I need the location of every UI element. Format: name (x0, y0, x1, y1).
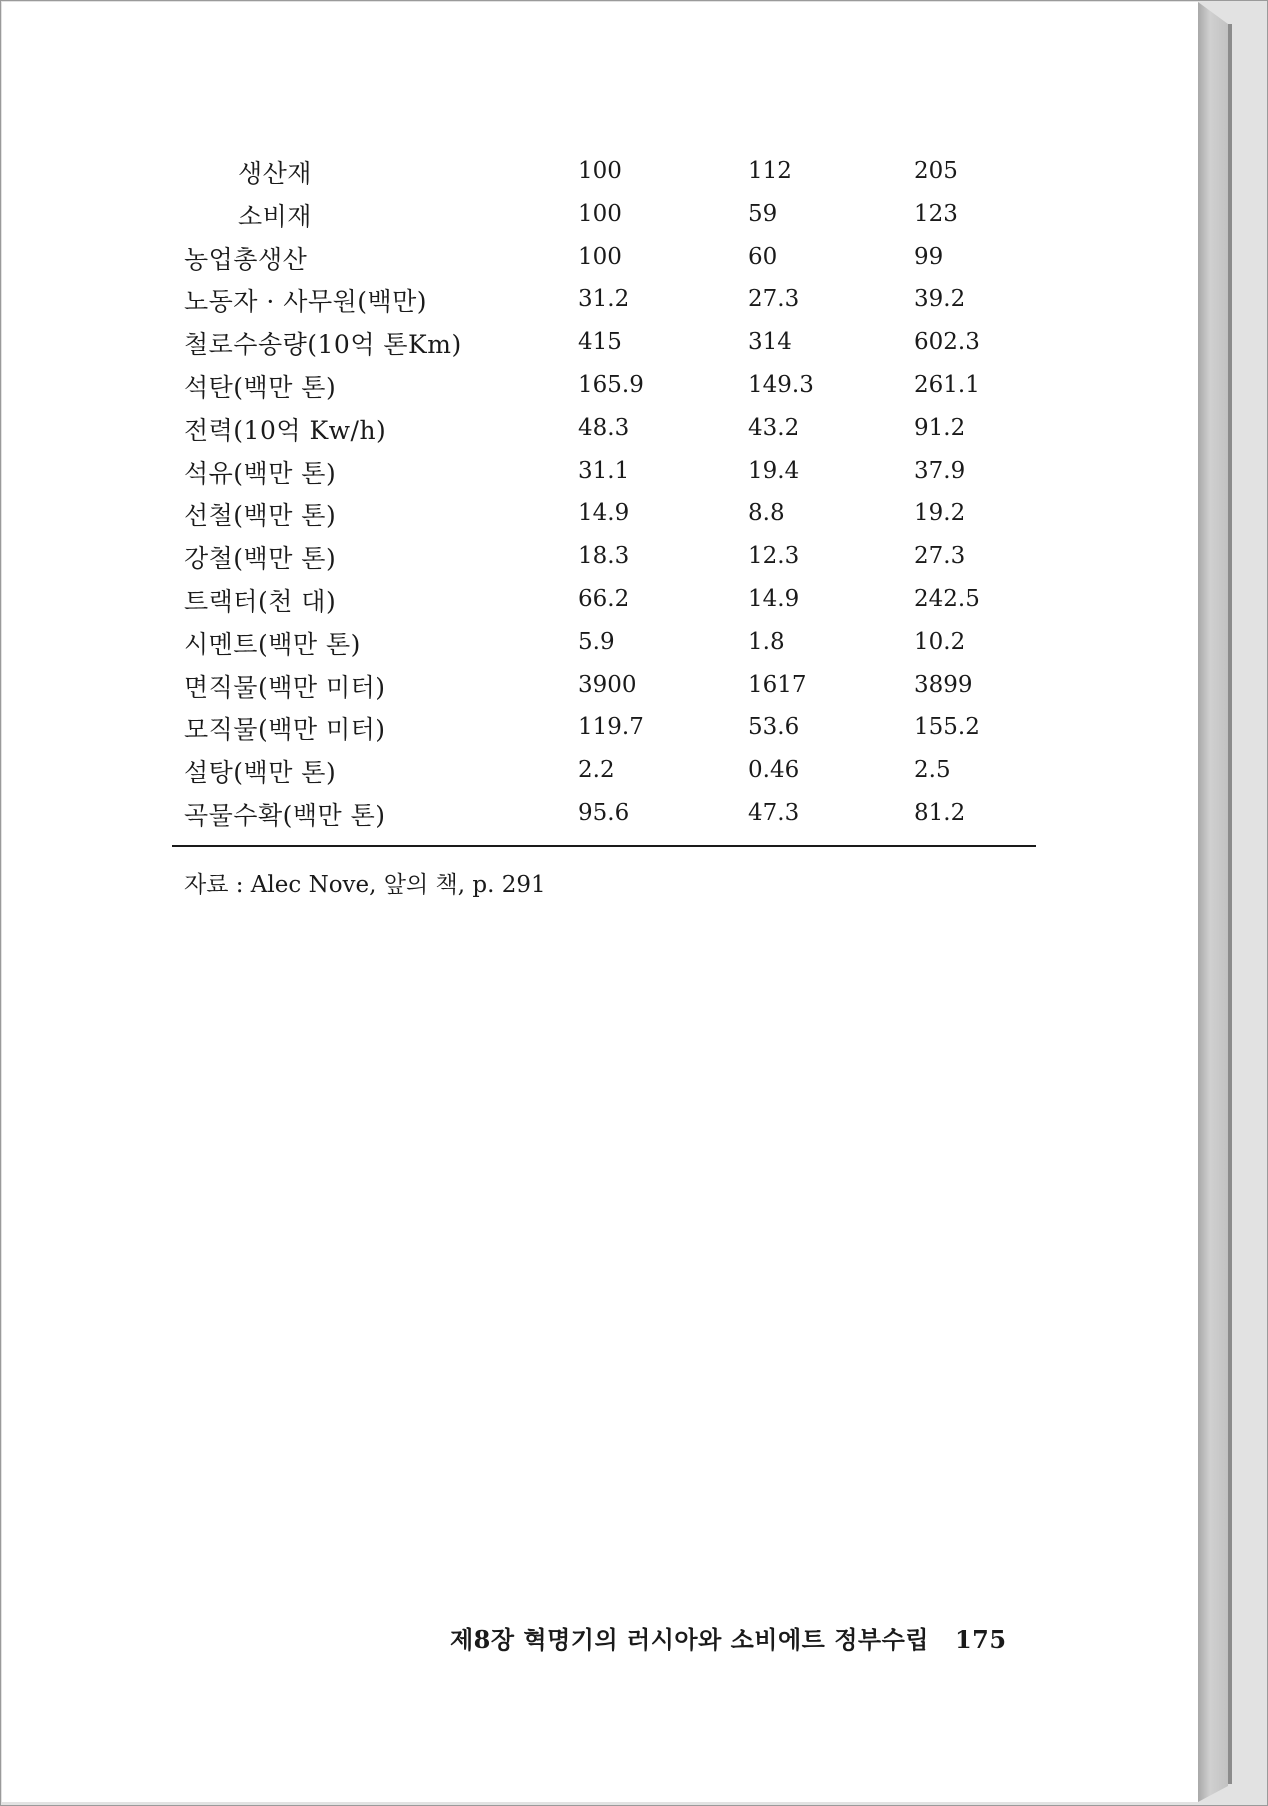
table-row (172, 278, 1036, 321)
row-value-col3: 39.2 (914, 286, 966, 313)
row-value-col3: 2.5 (914, 757, 951, 784)
row-value-col3: 27.3 (914, 543, 966, 570)
row-value-col1: 31.1 (578, 457, 630, 484)
row-label: 석탄(백만 톤) (184, 372, 337, 402)
row-value-col1: 3900 (578, 671, 637, 698)
row-value-col3: 242.5 (914, 585, 980, 612)
row-value-col3: 91.2 (914, 414, 966, 441)
row-value-col2: 314 (748, 329, 792, 356)
table-bottom-rule (172, 845, 1036, 847)
row-label: 소비재 (238, 201, 312, 231)
row-value-col3: 3899 (914, 671, 973, 698)
table-row (172, 621, 1036, 664)
table-row (172, 193, 1036, 236)
row-label: 전력(10억 Kw/h) (184, 415, 387, 445)
row-value-col2: 43.2 (748, 414, 800, 441)
row-value-col2: 1617 (748, 671, 807, 698)
row-value-col1: 5.9 (578, 628, 615, 655)
row-value-col2: 149.3 (748, 371, 814, 398)
row-label: 노동자 · 사무원(백만) (184, 287, 428, 317)
row-label: 곡물수확(백만 톤) (184, 800, 386, 830)
row-value-col3: 123 (914, 200, 958, 227)
table-row (172, 749, 1036, 792)
row-label: 선철(백만 톤) (184, 501, 337, 531)
row-value-col3: 81.2 (914, 799, 966, 826)
row-value-col1: 14.9 (578, 500, 630, 527)
row-value-col1: 2.2 (578, 757, 615, 784)
row-value-col1: 48.3 (578, 414, 630, 441)
page-number: 175 (954, 1625, 1007, 1654)
row-label: 석유(백만 톤) (184, 458, 337, 488)
row-value-col1: 66.2 (578, 585, 630, 612)
table-row (172, 364, 1036, 407)
row-value-col2: 1.8 (748, 628, 785, 655)
row-value-col2: 60 (748, 243, 778, 270)
row-label: 트랙터(천 대) (184, 586, 337, 616)
chapter-title: 제8장 혁명기의 러시아와 소비에트 정부수립 (450, 1625, 929, 1654)
row-value-col1: 31.2 (578, 286, 630, 313)
row-value-col1: 18.3 (578, 543, 630, 570)
row-label: 강철(백만 톤) (184, 544, 337, 574)
row-value-col3: 10.2 (914, 628, 966, 655)
table-row (172, 407, 1036, 450)
row-value-col1: 415 (578, 329, 622, 356)
row-label: 농업총생산 (184, 244, 308, 274)
table-row (172, 150, 1036, 193)
row-value-col3: 205 (914, 158, 958, 184)
row-value-col3: 155.2 (914, 714, 980, 741)
row-value-col1: 119.7 (578, 714, 644, 741)
page-edge (1198, 2, 1228, 1802)
row-value-col2: 19.4 (748, 457, 800, 484)
row-value-col2: 47.3 (748, 799, 800, 826)
row-value-col2: 112 (748, 158, 792, 184)
row-value-col3: 99 (914, 243, 944, 270)
row-value-col2: 0.46 (748, 757, 800, 784)
row-value-col1: 100 (578, 200, 622, 227)
table-row (172, 535, 1036, 578)
row-label: 철로수송량(10억 톤Km) (184, 330, 462, 360)
table-row (172, 492, 1036, 535)
row-label: 면직물(백만 미터) (184, 672, 386, 702)
row-value-col2: 59 (748, 200, 778, 227)
row-label: 시멘트(백만 톤) (184, 629, 361, 659)
row-value-col1: 100 (578, 158, 622, 184)
row-value-col2: 14.9 (748, 585, 800, 612)
row-value-col2: 8.8 (748, 500, 785, 527)
row-value-col3: 19.2 (914, 500, 966, 527)
table-row (172, 236, 1036, 279)
table-row (172, 792, 1036, 835)
row-value-col1: 95.6 (578, 799, 630, 826)
table-row (172, 664, 1036, 707)
row-label: 모직물(백만 미터) (184, 715, 386, 745)
row-value-col1: 165.9 (578, 371, 644, 398)
table-row (172, 450, 1036, 493)
page-edge-shadow (1228, 24, 1232, 1784)
row-value-col3: 261.1 (914, 371, 980, 398)
table-row (172, 321, 1036, 364)
row-value-col1: 100 (578, 243, 622, 270)
statistics-table (172, 150, 1036, 835)
table-row (172, 706, 1036, 749)
table-source-note: 자료 : Alec Nove, 앞의 책, p. 291 (184, 872, 546, 898)
table-row (172, 578, 1036, 621)
row-label: 설탕(백만 톤) (184, 758, 337, 788)
row-value-col3: 37.9 (914, 457, 966, 484)
row-value-col2: 12.3 (748, 543, 800, 570)
row-value-col3: 602.3 (914, 329, 980, 356)
row-value-col2: 27.3 (748, 286, 800, 313)
row-label: 생산재 (238, 159, 312, 188)
row-value-col2: 53.6 (748, 714, 800, 741)
page-footer (450, 1620, 1007, 1655)
